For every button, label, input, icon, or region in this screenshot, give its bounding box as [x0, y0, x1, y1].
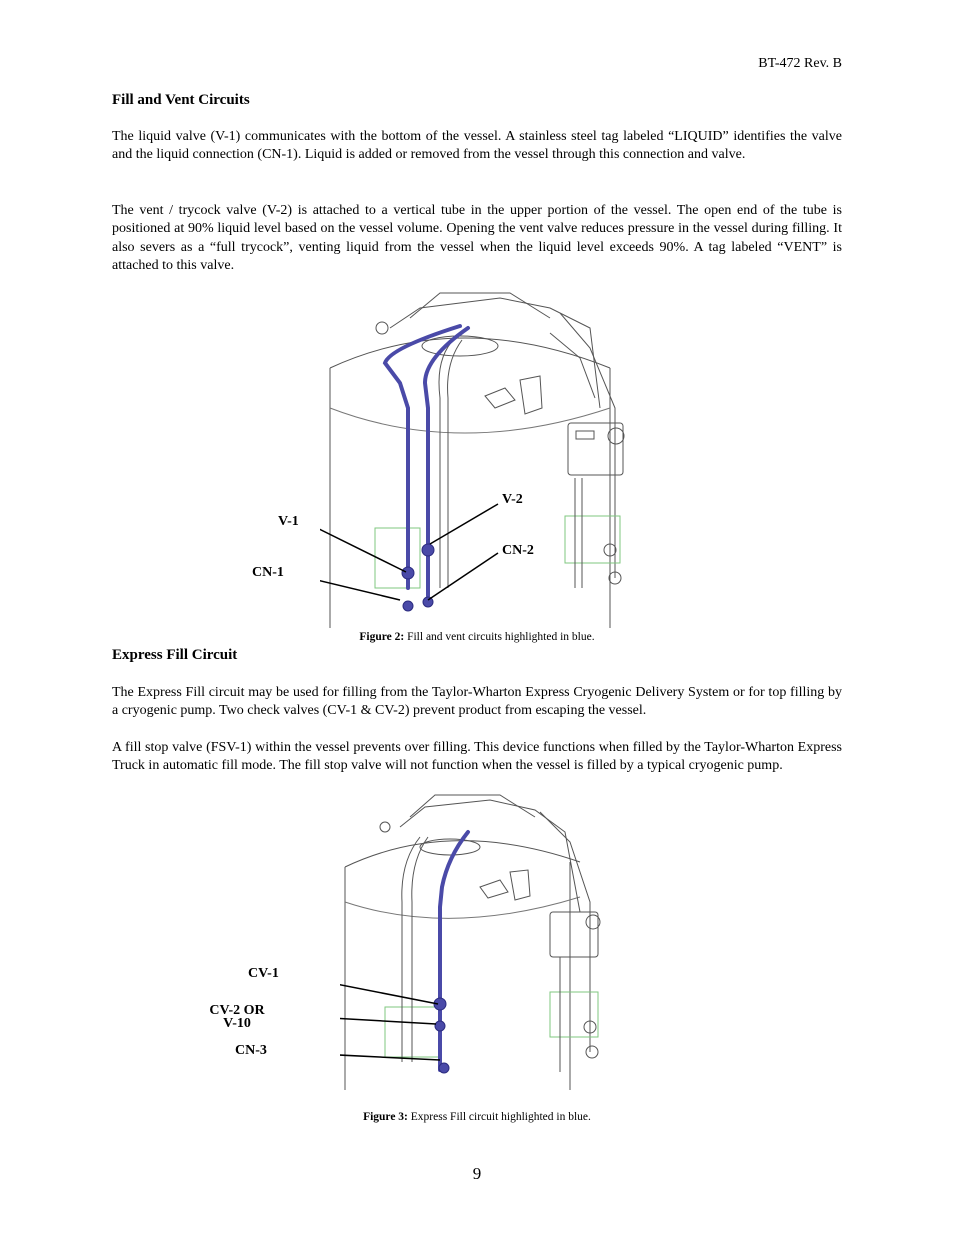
callout-cv1: CV-1 — [248, 966, 279, 981]
section-heading-express-fill: Express Fill Circuit — [112, 647, 238, 663]
page-number: 9 — [472, 1164, 482, 1183]
paragraph-liquid-valve: The liquid valve (V-1) communicates with the bottom of the vessel. A stainless steel tag labeled “LIQUID” identifies the valve and the liquid connection (CN-1). Liquid is added or removed from the vessel through this connection and valve. — [112, 129, 842, 163]
callout-cn1: CN-1 — [252, 565, 284, 580]
figure-3-illustration — [340, 792, 615, 1092]
callout-cv2-line1: CV-2 OR — [209, 1003, 265, 1018]
figure-2-caption — [0, 631, 954, 643]
callout-cn3: CN-3 — [235, 1043, 267, 1058]
callout-cn2: CN-2 — [502, 543, 534, 558]
callout-cv2-or-v10 — [205, 1004, 269, 1030]
paragraph-fill-stop-valve: A fill stop valve (FSV-1) within the vessel prevents over filling. This device functions when filled by the Taylor-Wharton Express Truck in automatic fill mode. The fill stop valve will not function when the vessel is filled by a typical cryogenic pump. — [112, 740, 842, 774]
figure-3-caption — [0, 1111, 954, 1123]
document-id: BT-472 Rev. B — [758, 56, 842, 71]
figure-2-caption-text: Fill and vent circuits highlighted in blue. — [404, 631, 595, 643]
callout-cv2-line2: V-10 — [223, 1016, 251, 1031]
paragraph-vent-valve: The vent / trycock valve (V-2) is attached to a vertical tube in the upper portion of the vessel. The open end of the tube is positioned at 90% liquid level based on the vessel volume. Opening the vent valve reduces pressure in the vessel during filling. It also severs as a “full trycock”, venting liquid from the vessel when the liquid level exceeds 90%. A tag labeled “VENT” is attached to this valve. — [112, 203, 842, 274]
figure-3-caption-text: Express Fill circuit highlighted in blue. — [407, 1111, 591, 1123]
callout-v2: V-2 — [502, 492, 523, 507]
figure-3-caption-label: Figure 3: — [363, 1111, 408, 1123]
figure-2-illustration — [320, 288, 640, 630]
paragraph-express-fill: The Express Fill circuit may be used for filling from the Taylor-Wharton Express Cryogenic Delivery System or for top filling by a cryogenic pump. Two check valves (CV-1 & CV-2) prevent product from escaping the vessel. — [112, 685, 842, 719]
section-heading-fill-vent: Fill and Vent Circuits — [112, 92, 250, 108]
callout-v1: V-1 — [278, 514, 299, 529]
figure-2-caption-label: Figure 2: — [359, 631, 405, 643]
